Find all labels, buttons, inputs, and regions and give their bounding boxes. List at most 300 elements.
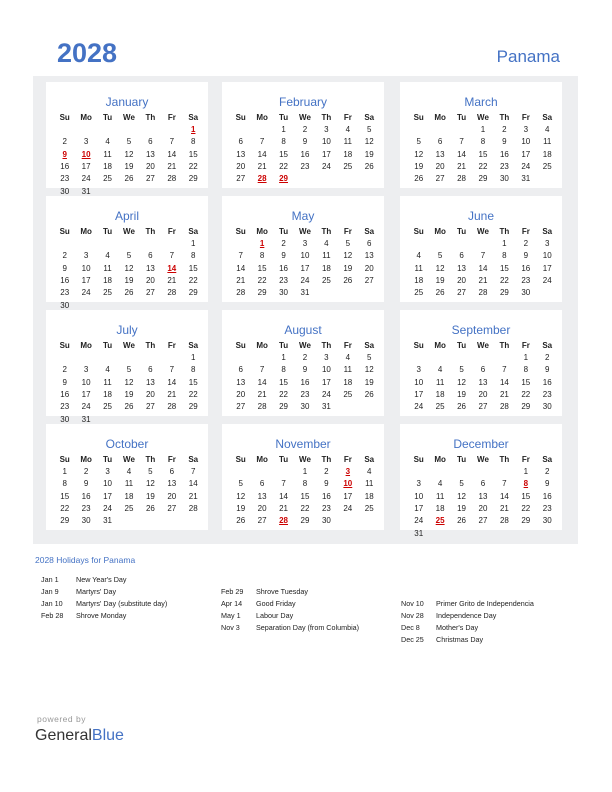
day: 3 bbox=[83, 365, 89, 375]
day: 3 bbox=[416, 479, 421, 489]
week-row bbox=[408, 238, 558, 250]
day: 6 bbox=[148, 137, 153, 147]
week-row bbox=[230, 263, 380, 275]
day: 14 bbox=[188, 479, 198, 489]
weekday-label: Th bbox=[499, 455, 510, 464]
weekday-label: Sa bbox=[188, 113, 199, 122]
empty-day bbox=[408, 124, 429, 136]
day: 2 bbox=[62, 137, 67, 147]
day: 3 bbox=[302, 239, 308, 248]
holiday-name: Independence Day bbox=[436, 611, 497, 620]
day: 28 bbox=[499, 516, 509, 526]
month-may bbox=[222, 196, 384, 302]
holiday-day: 29 bbox=[279, 174, 288, 184]
day: 14 bbox=[167, 377, 177, 387]
day: 21 bbox=[257, 161, 267, 171]
day: 27 bbox=[145, 174, 155, 184]
day: 21 bbox=[236, 275, 246, 285]
weekday-label: Mo bbox=[434, 341, 446, 350]
week-row bbox=[408, 275, 558, 287]
day: 1 bbox=[191, 239, 196, 248]
empty-day bbox=[140, 238, 161, 250]
day: 30 bbox=[279, 288, 288, 298]
holiday-name: Primer Grito de Independencia bbox=[436, 599, 534, 608]
week-row bbox=[230, 515, 380, 527]
day: 29 bbox=[257, 288, 267, 298]
day: 15 bbox=[521, 377, 531, 387]
day: 2 bbox=[502, 125, 507, 134]
empty-day bbox=[537, 528, 558, 540]
holiday-date: Jan 1 bbox=[41, 575, 59, 584]
weekday-label: Su bbox=[59, 227, 70, 236]
day: 26 bbox=[414, 174, 424, 184]
day: 7 bbox=[480, 251, 486, 261]
empty-day bbox=[337, 287, 358, 299]
day: 22 bbox=[188, 389, 198, 399]
day: 29 bbox=[188, 288, 198, 298]
week-row bbox=[408, 136, 558, 148]
day: 1 bbox=[281, 125, 286, 134]
empty-day bbox=[494, 466, 515, 478]
weekday-label: Mo bbox=[434, 113, 446, 122]
weekday-label: Mo bbox=[256, 455, 268, 464]
empty-day bbox=[472, 238, 493, 250]
weekday-header bbox=[54, 112, 204, 124]
week-row bbox=[230, 124, 380, 136]
week-row bbox=[54, 377, 204, 389]
weekday-label: Sa bbox=[542, 455, 553, 464]
day: 7 bbox=[259, 365, 265, 375]
weekday-label: Mo bbox=[80, 227, 92, 236]
weekday-label: Mo bbox=[256, 341, 268, 350]
day: 11 bbox=[435, 491, 445, 501]
weekday-label: Th bbox=[499, 113, 510, 122]
day: 17 bbox=[81, 389, 91, 399]
day: 18 bbox=[435, 389, 445, 399]
day: 18 bbox=[435, 503, 445, 513]
weekday-header bbox=[54, 454, 204, 466]
weekday-label: Tu bbox=[456, 455, 467, 464]
weekday-label: Su bbox=[235, 113, 246, 122]
day: 3 bbox=[105, 467, 110, 476]
empty-day bbox=[429, 124, 450, 136]
week-row bbox=[408, 503, 558, 515]
day: 15 bbox=[478, 149, 488, 159]
day: 2 bbox=[281, 239, 286, 248]
day: 6 bbox=[259, 479, 265, 489]
day: 27 bbox=[478, 402, 488, 412]
day: 30 bbox=[499, 174, 509, 184]
weekday-label: Mo bbox=[80, 341, 92, 350]
weekday-header bbox=[230, 340, 380, 352]
day: 9 bbox=[302, 137, 308, 147]
day: 30 bbox=[81, 516, 91, 526]
day: 18 bbox=[542, 149, 552, 159]
day: 11 bbox=[103, 377, 112, 387]
day: 7 bbox=[281, 479, 286, 489]
weekday-label: Sa bbox=[542, 227, 553, 236]
day: 8 bbox=[302, 479, 308, 489]
holiday-day: 28 bbox=[279, 516, 288, 526]
day: 13 bbox=[236, 149, 246, 159]
day: 10 bbox=[521, 137, 531, 147]
day: 19 bbox=[414, 161, 424, 171]
day: 10 bbox=[103, 479, 112, 489]
empty-day bbox=[273, 466, 294, 478]
weekday-label: We bbox=[477, 227, 489, 236]
weekday-label: Mo bbox=[80, 455, 92, 464]
empty-day bbox=[140, 352, 161, 364]
day: 13 bbox=[478, 377, 488, 387]
day: 24 bbox=[103, 503, 112, 513]
day: 29 bbox=[478, 174, 488, 184]
day: 1 bbox=[62, 467, 67, 476]
day: 28 bbox=[167, 288, 177, 298]
month-december bbox=[400, 424, 562, 538]
weekday-label: We bbox=[123, 341, 135, 350]
day: 26 bbox=[457, 516, 466, 526]
day: 21 bbox=[279, 503, 288, 513]
day: 24 bbox=[343, 503, 353, 513]
day: 22 bbox=[521, 389, 531, 399]
day: 12 bbox=[414, 149, 424, 159]
empty-day bbox=[472, 352, 493, 364]
day: 8 bbox=[259, 251, 265, 261]
weekday-label: We bbox=[477, 455, 489, 464]
weekday-label: Tu bbox=[456, 113, 467, 122]
day: 21 bbox=[257, 389, 267, 399]
day: 16 bbox=[60, 389, 70, 399]
day: 22 bbox=[279, 389, 288, 399]
weekday-label: Sa bbox=[188, 455, 199, 464]
day: 12 bbox=[435, 263, 445, 273]
day: 24 bbox=[521, 161, 531, 171]
week-row bbox=[408, 491, 558, 503]
day: 16 bbox=[60, 161, 70, 171]
week-row bbox=[230, 238, 380, 250]
day: 20 bbox=[257, 503, 267, 513]
week-row bbox=[230, 275, 380, 287]
weekday-label: Th bbox=[145, 341, 156, 350]
day: 14 bbox=[478, 263, 488, 273]
day: 12 bbox=[364, 365, 374, 375]
weekday-label: We bbox=[123, 227, 135, 236]
holiday-day: 9 bbox=[62, 149, 67, 159]
holiday-item bbox=[41, 586, 167, 598]
week-row bbox=[408, 352, 558, 364]
day: 18 bbox=[103, 161, 112, 171]
day: 31 bbox=[103, 516, 112, 526]
weekday-header bbox=[230, 112, 380, 124]
holiday-item bbox=[401, 622, 534, 634]
day: 13 bbox=[145, 263, 155, 273]
day: 2 bbox=[62, 251, 67, 261]
holiday-date: Nov 10 bbox=[401, 599, 424, 608]
holiday-day: 10 bbox=[343, 479, 353, 489]
day: 28 bbox=[188, 503, 198, 513]
day: 20 bbox=[145, 275, 155, 285]
month-november bbox=[222, 424, 384, 530]
week-row bbox=[408, 515, 558, 527]
empty-day bbox=[230, 352, 251, 364]
week-row bbox=[54, 364, 204, 376]
day: 2 bbox=[545, 467, 550, 476]
day: 4 bbox=[437, 365, 443, 375]
empty-day bbox=[140, 515, 161, 527]
empty-day bbox=[537, 173, 558, 185]
holiday-name: Mother's Day bbox=[436, 623, 479, 632]
day: 20 bbox=[145, 161, 155, 171]
day: 4 bbox=[367, 467, 372, 476]
day: 19 bbox=[124, 389, 134, 399]
day: 23 bbox=[279, 275, 288, 285]
week-row bbox=[54, 173, 204, 185]
empty-day bbox=[251, 124, 272, 136]
day: 25 bbox=[321, 275, 331, 285]
day: 6 bbox=[480, 479, 486, 489]
empty-day bbox=[97, 352, 118, 364]
day: 9 bbox=[523, 251, 529, 261]
day: 23 bbox=[300, 161, 310, 171]
day: 10 bbox=[81, 263, 91, 273]
holiday-column bbox=[41, 574, 167, 622]
day: 28 bbox=[167, 402, 177, 412]
day: 9 bbox=[62, 263, 67, 273]
day: 10 bbox=[321, 137, 331, 147]
day: 18 bbox=[124, 491, 134, 501]
day: 25 bbox=[124, 503, 134, 513]
day: 15 bbox=[60, 491, 70, 501]
week-row bbox=[230, 352, 380, 364]
empty-day bbox=[230, 238, 251, 250]
day: 11 bbox=[365, 479, 374, 489]
day: 2 bbox=[83, 467, 89, 476]
day: 7 bbox=[459, 137, 464, 147]
weekday-header bbox=[230, 226, 380, 238]
day: 15 bbox=[279, 377, 288, 387]
day: 5 bbox=[345, 239, 351, 248]
day: 24 bbox=[321, 161, 331, 171]
day: 30 bbox=[321, 516, 331, 526]
weekday-label: Fr bbox=[343, 113, 352, 122]
day: 6 bbox=[459, 251, 464, 261]
empty-day bbox=[359, 173, 380, 185]
day: 28 bbox=[236, 288, 246, 298]
day: 10 bbox=[414, 377, 424, 387]
day: 1 bbox=[302, 467, 308, 476]
weekday-label: Fr bbox=[521, 455, 530, 464]
weekday-header bbox=[408, 340, 558, 352]
day: 26 bbox=[435, 288, 445, 298]
empty-day bbox=[251, 352, 272, 364]
day: 20 bbox=[236, 161, 246, 171]
day: 27 bbox=[257, 516, 267, 526]
empty-day bbox=[451, 124, 472, 136]
weekday-label: Su bbox=[413, 227, 424, 236]
week-row bbox=[230, 478, 380, 490]
weekday-label: Tu bbox=[102, 113, 113, 122]
day: 23 bbox=[81, 503, 91, 513]
day: 4 bbox=[545, 125, 550, 134]
day: 4 bbox=[105, 251, 110, 261]
day: 23 bbox=[60, 174, 70, 184]
month-april bbox=[46, 196, 208, 310]
empty-day bbox=[408, 352, 429, 364]
day: 19 bbox=[457, 503, 466, 513]
week-row bbox=[54, 503, 204, 515]
day: 19 bbox=[145, 491, 155, 501]
day: 22 bbox=[60, 503, 70, 513]
day: 1 bbox=[191, 353, 196, 362]
day: 12 bbox=[124, 377, 134, 387]
month-name: November bbox=[275, 437, 331, 451]
empty-day bbox=[429, 466, 450, 478]
weekday-label: Fr bbox=[521, 341, 530, 350]
weekday-label: Sa bbox=[542, 113, 553, 122]
week-row bbox=[230, 389, 380, 401]
day: 8 bbox=[191, 137, 196, 147]
day: 11 bbox=[343, 365, 352, 375]
week-row bbox=[230, 149, 380, 161]
calendar-grid bbox=[33, 76, 578, 544]
week-row bbox=[230, 466, 380, 478]
day: 29 bbox=[188, 174, 198, 184]
day: 19 bbox=[124, 161, 134, 171]
day: 20 bbox=[435, 161, 445, 171]
day: 22 bbox=[499, 275, 509, 285]
day: 4 bbox=[437, 479, 443, 489]
day: 14 bbox=[236, 263, 246, 273]
day: 10 bbox=[414, 491, 424, 501]
day: 19 bbox=[435, 275, 445, 285]
week-row bbox=[54, 478, 204, 490]
day: 11 bbox=[103, 149, 112, 159]
month-name: June bbox=[467, 209, 495, 223]
day: 13 bbox=[478, 491, 488, 501]
day: 14 bbox=[499, 491, 509, 501]
day: 9 bbox=[83, 479, 89, 489]
day: 14 bbox=[499, 377, 509, 387]
day: 4 bbox=[126, 467, 132, 476]
empty-day bbox=[230, 466, 251, 478]
day: 25 bbox=[343, 389, 353, 399]
day: 25 bbox=[414, 288, 424, 298]
day: 2 bbox=[324, 467, 329, 476]
empty-day bbox=[54, 352, 75, 364]
weekday-label: We bbox=[477, 341, 489, 350]
day: 6 bbox=[367, 239, 372, 248]
month-september bbox=[400, 310, 562, 416]
day: 10 bbox=[300, 251, 310, 261]
week-row bbox=[54, 466, 204, 478]
weekday-label: Su bbox=[235, 227, 246, 236]
day: 16 bbox=[542, 491, 552, 501]
weekday-label: Fr bbox=[167, 227, 176, 236]
day: 15 bbox=[279, 149, 288, 159]
day: 17 bbox=[542, 263, 552, 273]
day: 2 bbox=[62, 365, 67, 375]
empty-day bbox=[408, 466, 429, 478]
weekday-label: Mo bbox=[434, 227, 446, 236]
week-row bbox=[408, 250, 558, 262]
week-row bbox=[54, 161, 204, 173]
day: 21 bbox=[167, 275, 177, 285]
day: 30 bbox=[300, 402, 310, 412]
holiday-date: May 1 bbox=[221, 611, 241, 620]
empty-day bbox=[161, 238, 182, 250]
weekday-label: Tu bbox=[102, 341, 113, 350]
week-row bbox=[408, 478, 558, 490]
holiday-day: 8 bbox=[523, 479, 529, 489]
empty-day bbox=[451, 238, 472, 250]
day: 31 bbox=[521, 174, 531, 184]
day: 13 bbox=[364, 251, 374, 261]
day: 6 bbox=[169, 467, 175, 476]
day: 4 bbox=[324, 239, 329, 248]
weekday-label: Mo bbox=[256, 227, 268, 236]
weekday-label: Sa bbox=[364, 227, 375, 236]
day: 15 bbox=[188, 263, 198, 273]
holiday-name: New Year's Day bbox=[76, 575, 127, 584]
holiday-column bbox=[401, 598, 534, 646]
day: 11 bbox=[322, 251, 331, 261]
day: 13 bbox=[257, 491, 267, 501]
day: 26 bbox=[364, 161, 374, 171]
empty-day bbox=[97, 238, 118, 250]
weekday-label: Sa bbox=[542, 341, 553, 350]
day: 1 bbox=[281, 353, 286, 362]
holiday-name: Martyrs' Day bbox=[76, 587, 117, 596]
weekday-label: We bbox=[299, 227, 311, 236]
day: 17 bbox=[81, 275, 91, 285]
day: 6 bbox=[437, 137, 443, 147]
day: 24 bbox=[414, 516, 424, 526]
holiday-date: Dec 8 bbox=[401, 623, 420, 632]
day: 23 bbox=[499, 161, 509, 171]
empty-day bbox=[472, 528, 493, 540]
day: 1 bbox=[523, 353, 529, 362]
empty-day bbox=[337, 401, 358, 413]
empty-day bbox=[537, 287, 558, 299]
day: 13 bbox=[145, 377, 155, 387]
day: 7 bbox=[259, 137, 265, 147]
day: 6 bbox=[480, 365, 486, 375]
day: 16 bbox=[521, 263, 531, 273]
country-title: Panama bbox=[496, 47, 560, 66]
day: 1 bbox=[523, 467, 529, 476]
day: 2 bbox=[302, 125, 308, 134]
day: 16 bbox=[321, 491, 331, 501]
day: 8 bbox=[523, 365, 529, 375]
day: 16 bbox=[300, 377, 310, 387]
empty-day bbox=[161, 515, 182, 527]
day: 7 bbox=[169, 137, 175, 147]
day: 28 bbox=[478, 288, 488, 298]
day: 22 bbox=[188, 275, 198, 285]
day: 19 bbox=[236, 503, 246, 513]
day: 9 bbox=[302, 365, 308, 375]
week-row bbox=[408, 364, 558, 376]
day: 17 bbox=[343, 491, 353, 501]
weekday-label: Su bbox=[59, 113, 70, 122]
day: 26 bbox=[124, 174, 134, 184]
day: 17 bbox=[321, 377, 331, 387]
day: 27 bbox=[478, 516, 488, 526]
day: 9 bbox=[62, 377, 67, 387]
day: 19 bbox=[343, 263, 353, 273]
day: 29 bbox=[279, 402, 288, 412]
weekday-label: Sa bbox=[188, 341, 199, 350]
